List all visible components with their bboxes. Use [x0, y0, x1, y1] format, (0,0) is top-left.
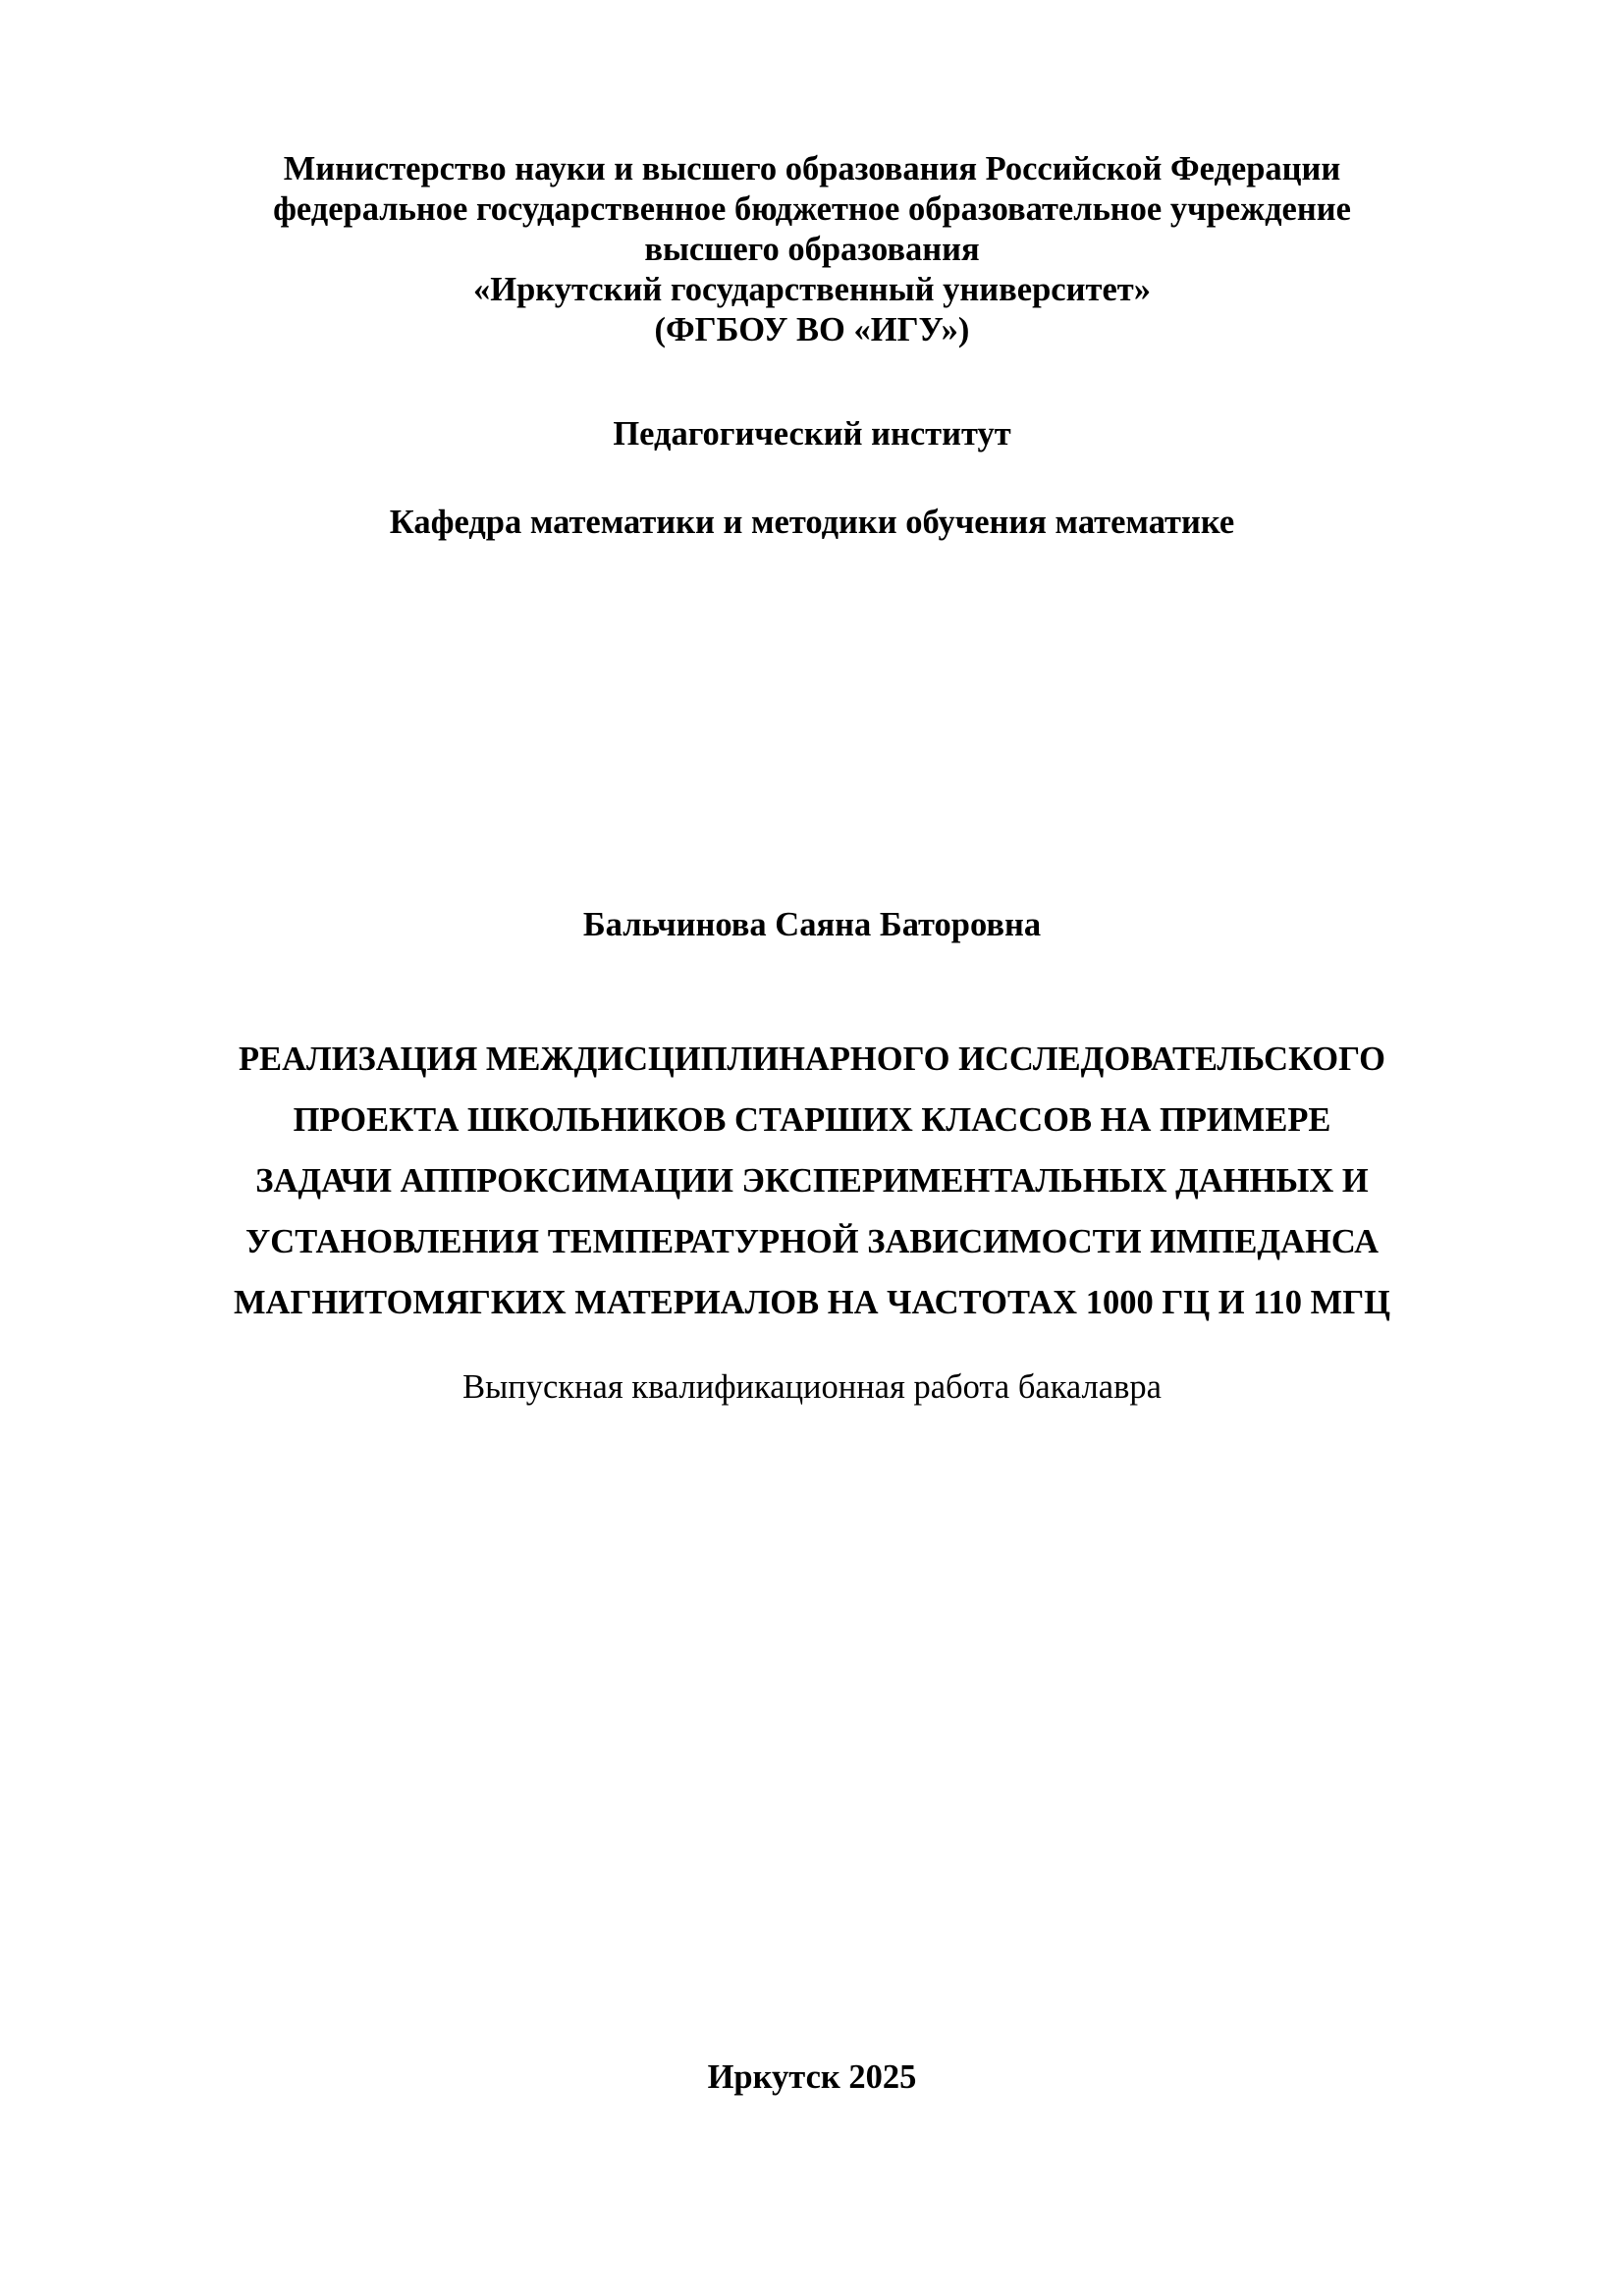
department-name: Кафедра математики и методики обучения математике [389, 504, 1235, 541]
thesis-title-line: ПРОЕКТА ШКОЛЬНИКОВ СТАРШИХ КЛАССОВ НА ПРИМЕРЕ [293, 1101, 1331, 1139]
institute-name: Педагогический институт [613, 415, 1011, 453]
author-name: Бальчинова Саяна Баторовна [582, 906, 1042, 943]
thesis-title-line: ЗАДАЧИ АППРОКСИМАЦИИ ЭКСПЕРИМЕНТАЛЬНЫХ ДАННЫХ И [255, 1162, 1369, 1200]
city-year: Иркутск 2025 [707, 2058, 917, 2096]
work-type: Выпускная квалификационная работа бакалавра [462, 1368, 1162, 1406]
ministry-line: (ФГБОУ ВО «ИГУ») [654, 311, 970, 348]
ministry-header [147, 149, 1477, 350]
thesis-title [147, 1029, 1477, 1333]
ministry-line: «Иркутский государственный университет» [473, 271, 1151, 308]
ministry-line: высшего образования [644, 231, 980, 268]
ministry-line: федеральное государственное бюджетное образовательное учреждение [273, 190, 1351, 228]
thesis-title-line: РЕАЛИЗАЦИЯ МЕЖДИСЦИПЛИНАРНОГО ИССЛЕДОВАТЕЛЬСКОГО [238, 1041, 1385, 1078]
thesis-title-line: МАГНИТОМЯГКИХ МАТЕРИАЛОВ НА ЧАСТОТАХ 1000 ГЦ И 110 МГЦ [233, 1284, 1391, 1321]
ministry-line: Министерство науки и высшего образования Российской Федерации [283, 150, 1341, 187]
thesis-title-line: УСТАНОВЛЕНИЯ ТЕМПЕРАТУРНОЙ ЗАВИСИМОСТИ ИМПЕДАНСА [244, 1223, 1379, 1260]
